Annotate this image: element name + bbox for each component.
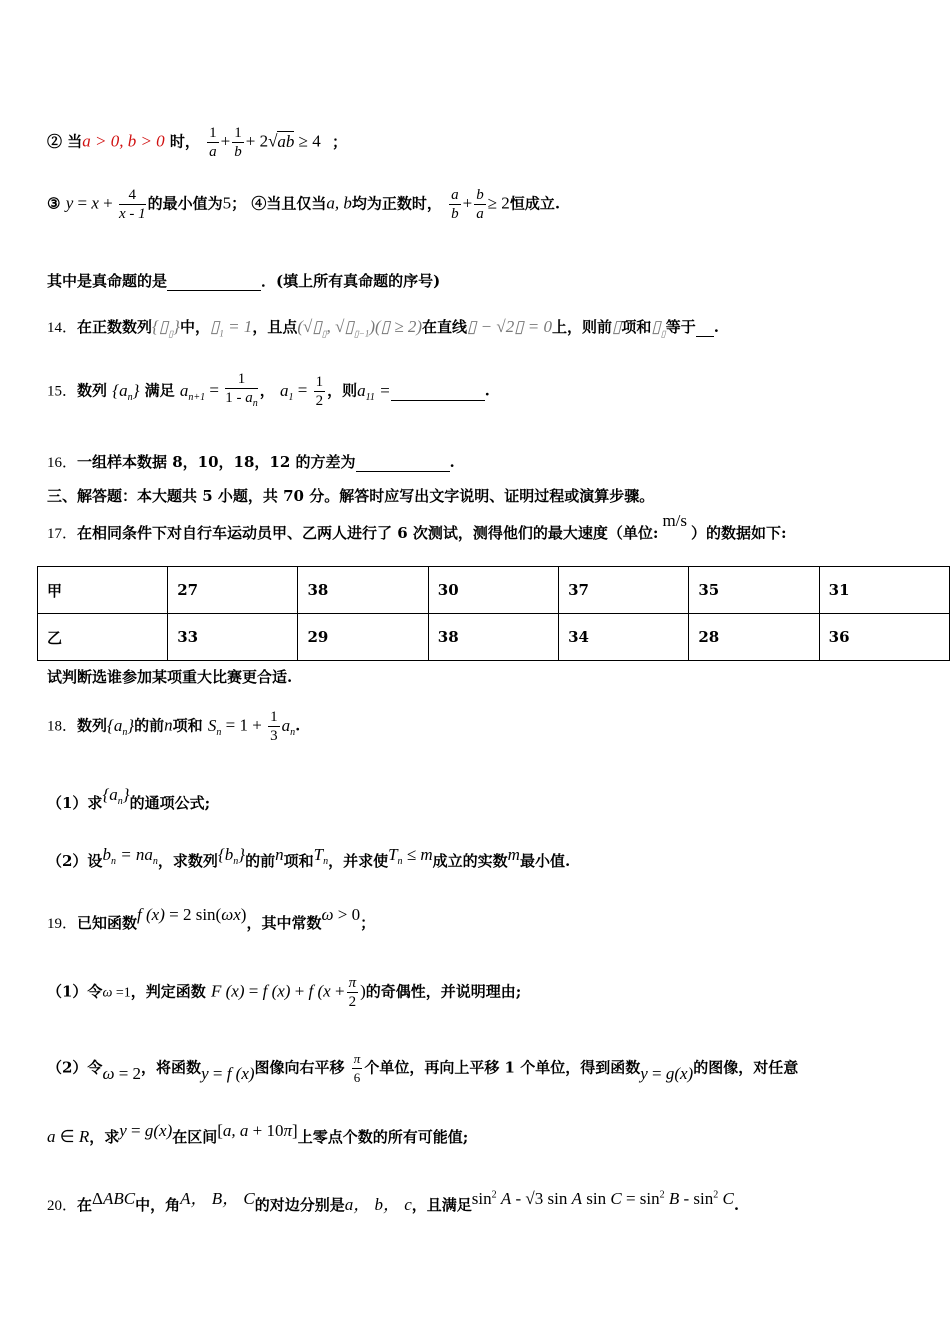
q18-seq: $\{a_n\}$ bbox=[107, 715, 135, 738]
q14-seq: $\{▯_▯\}$ bbox=[152, 317, 180, 339]
q19-ygx2: y = g(x) bbox=[119, 1121, 173, 1140]
q18-var-n: n bbox=[164, 715, 173, 735]
q19-part2-cont bbox=[47, 1121, 469, 1147]
q13-item4-formula: $\frac{a}{b}$ + $\frac{b}{a}$ ≥ 2 bbox=[451, 187, 510, 222]
q19-part2-e: 的图像，对任意 bbox=[693, 1058, 799, 1077]
q20-text-1: 在 bbox=[77, 1196, 93, 1214]
q20-tail: . bbox=[733, 1196, 740, 1214]
q20-text-3: 的对边分别是 bbox=[254, 1196, 345, 1214]
q19-part2-d: 个单位，再向上平移 1 个单位，得到函数 bbox=[364, 1058, 641, 1077]
q19-interval: [a, a + 10π] bbox=[217, 1121, 298, 1140]
q19-part2-g: 在区间 bbox=[172, 1128, 218, 1146]
q14-tail: . bbox=[713, 318, 719, 336]
q18-text-3: 项和 bbox=[172, 716, 203, 735]
q17-table bbox=[37, 566, 950, 661]
q18-part2-c: 的前 bbox=[245, 852, 276, 870]
q14 bbox=[47, 316, 719, 339]
q14-blank[interactable] bbox=[696, 318, 714, 337]
q15-text-4: ，则 bbox=[327, 381, 358, 400]
q19-a-in-R: a ∈ R bbox=[47, 1127, 90, 1146]
q14-text-3: ，且点 bbox=[252, 318, 298, 336]
q14-text-4: 在直线 bbox=[422, 318, 468, 336]
q18-tn: $T_n$ bbox=[313, 845, 329, 867]
q17-number: 17． bbox=[47, 526, 78, 542]
q13-answer-line bbox=[47, 270, 440, 291]
table-cell: 38 bbox=[428, 614, 558, 661]
q18-part2-e: ，并求使 bbox=[328, 852, 389, 870]
q18-formula: $S_n = 1$ + $\frac{1}{3}$ $a_n$ bbox=[207, 709, 296, 744]
q19-part2 bbox=[47, 1050, 798, 1087]
q19-part2-b: ，将函数 bbox=[141, 1058, 202, 1077]
q16-number: 16． bbox=[47, 455, 78, 471]
q14-a1: $▯_1 = 1$ bbox=[209, 317, 253, 339]
table-cell: 34 bbox=[559, 614, 689, 661]
table-cell: 29 bbox=[298, 614, 428, 661]
q18-part2-d: 项和 bbox=[283, 852, 314, 870]
q15-recurrence: $a_{n+1}$ = $\frac{1}{1 - a_n}$ bbox=[179, 371, 258, 409]
table-cell: 38 bbox=[298, 567, 428, 614]
q13-item3-4 bbox=[47, 186, 560, 223]
q19-number: 19． bbox=[47, 916, 78, 932]
q13-answer-tail: ．(填上所有真命题的序号) bbox=[261, 272, 441, 290]
q13-item4-vars: a, b bbox=[326, 193, 352, 213]
q14-number: 14． bbox=[47, 320, 78, 336]
q18-part2-b: ，求数列 bbox=[157, 852, 218, 870]
q15-text-1: 数列 bbox=[77, 381, 108, 400]
q19-omega1: ω =1 bbox=[102, 985, 131, 1001]
q13-item3-formula: y = x + $\frac{4}{x - 1}$ bbox=[65, 187, 146, 222]
q20-angles: A， B， C bbox=[180, 1189, 255, 1208]
q18-tail: . bbox=[295, 716, 301, 735]
q18-part1-text: （1）求 bbox=[47, 794, 103, 812]
q15-a1: $a_1$ = $\frac{1}{2}$ bbox=[279, 374, 324, 409]
q13-item3-sep: ； ④当且仅当 bbox=[231, 194, 327, 213]
q18-part1 bbox=[47, 785, 211, 815]
table-cell: 31 bbox=[819, 567, 949, 614]
q14-point: ($√▯_▯$, $√▯_{▯-1})(▯ \ge 2)$ bbox=[297, 317, 423, 339]
q20-text-4: ，且满足 bbox=[411, 1196, 472, 1214]
q20-number: 20． bbox=[47, 1198, 78, 1214]
table-cell: 37 bbox=[559, 567, 689, 614]
q13-item2-mid: 时， bbox=[164, 132, 200, 151]
q18-part1-tail: 的通项公式; bbox=[129, 794, 211, 812]
q15-text-3: ， bbox=[259, 381, 275, 400]
q18-part2 bbox=[47, 845, 571, 873]
q19-text-1: 已知函数 bbox=[77, 914, 138, 932]
q15-blank[interactable] bbox=[391, 382, 485, 401]
q16-text: 一组样本数据 8，10，18，12 的方差为 bbox=[77, 453, 356, 471]
table-row bbox=[38, 614, 950, 661]
q14-n: ▯ bbox=[612, 317, 622, 336]
q19-part1-b: ，判定函数 bbox=[130, 982, 206, 1001]
q20-triangle: ΔABC bbox=[92, 1189, 136, 1208]
q13-item4-mid: 均为正数时， bbox=[351, 194, 442, 213]
row-label: 乙 bbox=[38, 614, 168, 661]
q14-sn: $▯_▯$ bbox=[651, 317, 666, 339]
section3-heading: 三、解答题：本大题共 5 小题，共 70 分。解答时应写出文字说明、证明过程或演算步骤。 bbox=[47, 487, 655, 505]
q17-text: 在相同条件下对自行车运动员甲、乙两人进行了 6 次测试，测得他们的最大速度（单位: bbox=[77, 524, 659, 542]
q19-omega: ω > 0 bbox=[321, 905, 361, 924]
table-cell: 30 bbox=[428, 567, 558, 614]
q18-part2-f: 成立的实数 bbox=[432, 852, 508, 870]
q15-text-2: 满足 bbox=[144, 381, 175, 400]
q15-number: 15． bbox=[47, 383, 78, 400]
q13-item4-tail: 恒成立. bbox=[509, 194, 561, 213]
q17 bbox=[47, 511, 787, 543]
q19-part2-c: 图像向右平移 bbox=[254, 1058, 345, 1077]
q14-text-5: 上，则前 bbox=[552, 318, 613, 336]
q18-part2-text: （2）设 bbox=[47, 852, 103, 870]
q13-item2-formula: $\frac{1}{a}$ + $\frac{1}{b}$ + 2√ab ≥ 4 bbox=[209, 125, 321, 160]
q16-tail: . bbox=[449, 453, 455, 471]
q13-item2-condition: a > 0, b > 0 bbox=[82, 131, 165, 151]
q19-text-3: ； bbox=[360, 914, 376, 932]
q13-answer-text: 其中是真命题的是 bbox=[47, 272, 168, 290]
q15 bbox=[47, 370, 490, 413]
q18-var-m: m bbox=[507, 845, 520, 864]
q19-text-2: ，其中常数 bbox=[246, 914, 322, 932]
q19-part1-text: （1）令 bbox=[47, 982, 103, 1001]
q18-part1-seq: $\{a_n\}$ bbox=[102, 785, 130, 807]
q15-a11: $a_{11}$ = bbox=[357, 380, 391, 403]
q19-omega2: ω = 2 bbox=[102, 1063, 142, 1083]
row-label: 甲 bbox=[38, 567, 168, 614]
q15-seq: $\{a_n\}$ bbox=[112, 380, 140, 403]
q19-yfx: y = f (x) bbox=[201, 1063, 255, 1083]
q18-ineq: $T_n \le m$ bbox=[388, 845, 433, 867]
q13-answer-blank[interactable] bbox=[167, 272, 261, 291]
q18-bn-seq: $\{b_n\}$ bbox=[217, 845, 246, 867]
q13-item2 bbox=[47, 124, 347, 161]
q17-tail: ）的数据如下: bbox=[691, 524, 787, 542]
table-row bbox=[38, 567, 950, 614]
q19-shift: $\frac{\pi}{6}$ bbox=[353, 1051, 361, 1085]
q16-blank[interactable] bbox=[356, 453, 450, 472]
table-cell: 28 bbox=[689, 614, 819, 661]
q17-question: 试判断选谁参加某项重大比赛更合适. bbox=[47, 668, 293, 686]
q20-sides: a， b， c bbox=[344, 1195, 412, 1214]
q13-item2-lead: ② 当 bbox=[47, 132, 83, 151]
q20 bbox=[47, 1190, 739, 1215]
q14-text-1: 在正数数列 bbox=[77, 318, 153, 336]
q18-number: 18． bbox=[47, 718, 78, 735]
q13-item2-tail: ； bbox=[332, 132, 348, 151]
q19-part2-text: （2）令 bbox=[47, 1058, 103, 1077]
q14-line: ▯ − √2▯ = 0 bbox=[467, 317, 553, 336]
q19-part2-f: ，求 bbox=[89, 1128, 120, 1146]
q16 bbox=[47, 451, 455, 472]
table-cell: 36 bbox=[819, 614, 949, 661]
q14-text-2: 中， bbox=[179, 318, 210, 336]
q19 bbox=[47, 905, 376, 933]
q13-item3-tail: 的最小值为 bbox=[147, 194, 223, 213]
table-cell: 35 bbox=[689, 567, 819, 614]
table-cell: 33 bbox=[168, 614, 298, 661]
q19-ygx: y = g(x) bbox=[640, 1063, 694, 1083]
q18-part2-n: n bbox=[275, 845, 284, 864]
q18-text-2: 的前 bbox=[134, 716, 165, 735]
q17-unit: m/s bbox=[662, 511, 688, 530]
table-cell: 27 bbox=[168, 567, 298, 614]
q14-text-6: 项和 bbox=[621, 318, 652, 336]
q19-part1 bbox=[47, 974, 521, 1011]
q13-item3-lead: ③ bbox=[47, 194, 61, 213]
q14-text-7: 等于 bbox=[665, 318, 696, 336]
q18-text-1: 数列 bbox=[77, 716, 108, 735]
q18-bn: $b_n = na_n$ bbox=[102, 845, 158, 867]
q19-fx: f (x) = 2 sin(ωx) bbox=[137, 905, 247, 924]
q20-text-2: 中，角 bbox=[135, 1196, 181, 1214]
q20-equation: $\sin^2 A - √3$ sin A $\sin C = \sin^2 B - \sin^2 C$ bbox=[471, 1189, 734, 1208]
q19-part2-h: 上零点个数的所有可能值; bbox=[297, 1128, 469, 1146]
q15-tail: . bbox=[484, 381, 490, 400]
q18 bbox=[47, 708, 300, 745]
q19-part1-c: 的奇偶性，并说明理由; bbox=[365, 982, 522, 1001]
q18-part2-g: 最小值. bbox=[519, 852, 571, 870]
q13-item3-min: 5 bbox=[222, 193, 232, 213]
q19-Fx: F (x) = f (x) + f (x + $\frac{\pi}{2}$ ) bbox=[210, 975, 366, 1010]
